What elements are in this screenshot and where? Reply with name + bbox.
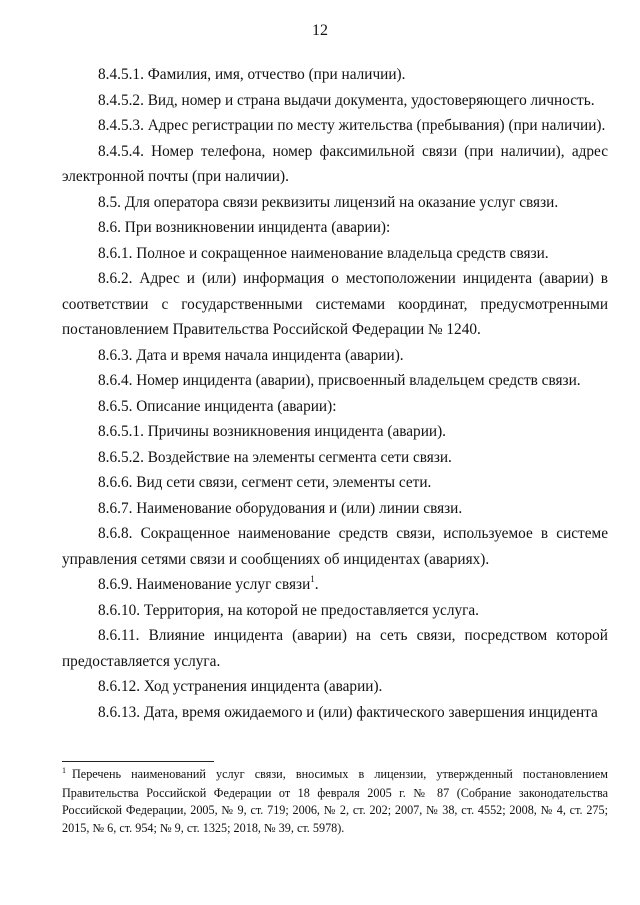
paragraph-8-6-1: 8.6.1. Полное и сокращенное наименование владельца средств связи.: [98, 244, 549, 262]
paragraph-8-6-10: 8.6.10. Территория, на которой не предоставляется услуга.: [98, 601, 480, 619]
footnote-mark: 1: [62, 766, 66, 775]
paragraph-8-6-5-2: 8.6.5.2. Воздействие на элементы сегмента сети связи.: [98, 448, 452, 466]
paragraph-8-6-13: 8.6.13. Дата, время ожидаемого и (или) фактического завершения инцидента: [98, 703, 598, 721]
paragraph-8-6-9-text: 8.6.9. Наименование услуг связи: [98, 576, 311, 593]
paragraph-8-6-6: 8.6.6. Вид сети связи, сегмент сети, элементы сети.: [98, 474, 432, 491]
paragraph-8-5: 8.5. Для оператора связи реквизиты лицензий на оказание услуг связи.: [98, 193, 559, 211]
paragraph-8-6-5-1: 8.6.5.1. Причины возникновения инцидента (аварии).: [98, 423, 446, 440]
paragraph-8-4-5-1: 8.4.5.1. Фамилия, имя, отчество (при наличии).: [98, 66, 406, 83]
footnote-divider: [62, 761, 214, 762]
paragraph-8-6-8: 8.6.8. Сокращенное наименование средств связи, используемое в системе управления сетями связи и сообщениях об инцидентах (авариях).: [62, 525, 608, 568]
paragraph-8-6-3: 8.6.3. Дата и время начала инцидента (аварии).: [98, 346, 404, 364]
footnote-text: Перечень наименований услуг связи, вносимых в лицензии, утвержденный постановлением Правительства Российской Федерации от 18 февраля 2005 г. № 87 (Собрание законодательства Российской Федерации, 2005, № 9, ст. 719; 2006, № 2, ст. 202; 2007, № 38, ст. 4552; 2008, № 4, ст. 275; 2015, № 6, ст. 954; № 9, ст. 1325; 2018, № 39, ст. 5978).: [62, 767, 608, 835]
paragraph-8-6-2: 8.6.2. Адрес и (или) информация о местоположении инцидента (аварии) в соответствии с государственными системами координат, предусмотренными постановлением Правительства Российской Федерации № 1240.: [62, 270, 608, 338]
paragraph-8-6-5: 8.6.5. Описание инцидента (аварии):: [98, 397, 337, 415]
footnote-reference[interactable]: 1: [310, 573, 315, 584]
document-body: [62, 62, 608, 725]
paragraph-8-4-5-4: 8.4.5.4. Номер телефона, номер факсимильной связи (при наличии), адрес электронной почты (при наличии).: [62, 142, 608, 185]
paragraph-8-6-9-period: .: [314, 576, 319, 593]
paragraph-8-6-9: [62, 572, 608, 598]
paragraph-8-6-12: 8.6.12. Ход устранения инцидента (аварии).: [98, 678, 383, 695]
paragraph-8-6-7: 8.6.7. Наименование оборудования и (или) линии связи.: [98, 499, 463, 517]
footnote: [62, 766, 608, 837]
page-number: 12: [312, 22, 328, 39]
paragraph-8-6-11: 8.6.11. Влияние инцидента (аварии) на сеть связи, посредством которой предоставляется услуга.: [62, 627, 608, 670]
paragraph-8-6: 8.6. При возникновении инцидента (аварии):: [98, 219, 391, 236]
paragraph-8-6-4: 8.6.4. Номер инцидента (аварии), присвоенный владельцем средств связи.: [98, 372, 581, 389]
paragraph-8-4-5-2: 8.4.5.2. Вид, номер и страна выдачи документа, удостоверяющего личность.: [98, 91, 595, 109]
paragraph-8-4-5-3: 8.4.5.3. Адрес регистрации по месту жительства (пребывания) (при наличии).: [98, 117, 606, 134]
